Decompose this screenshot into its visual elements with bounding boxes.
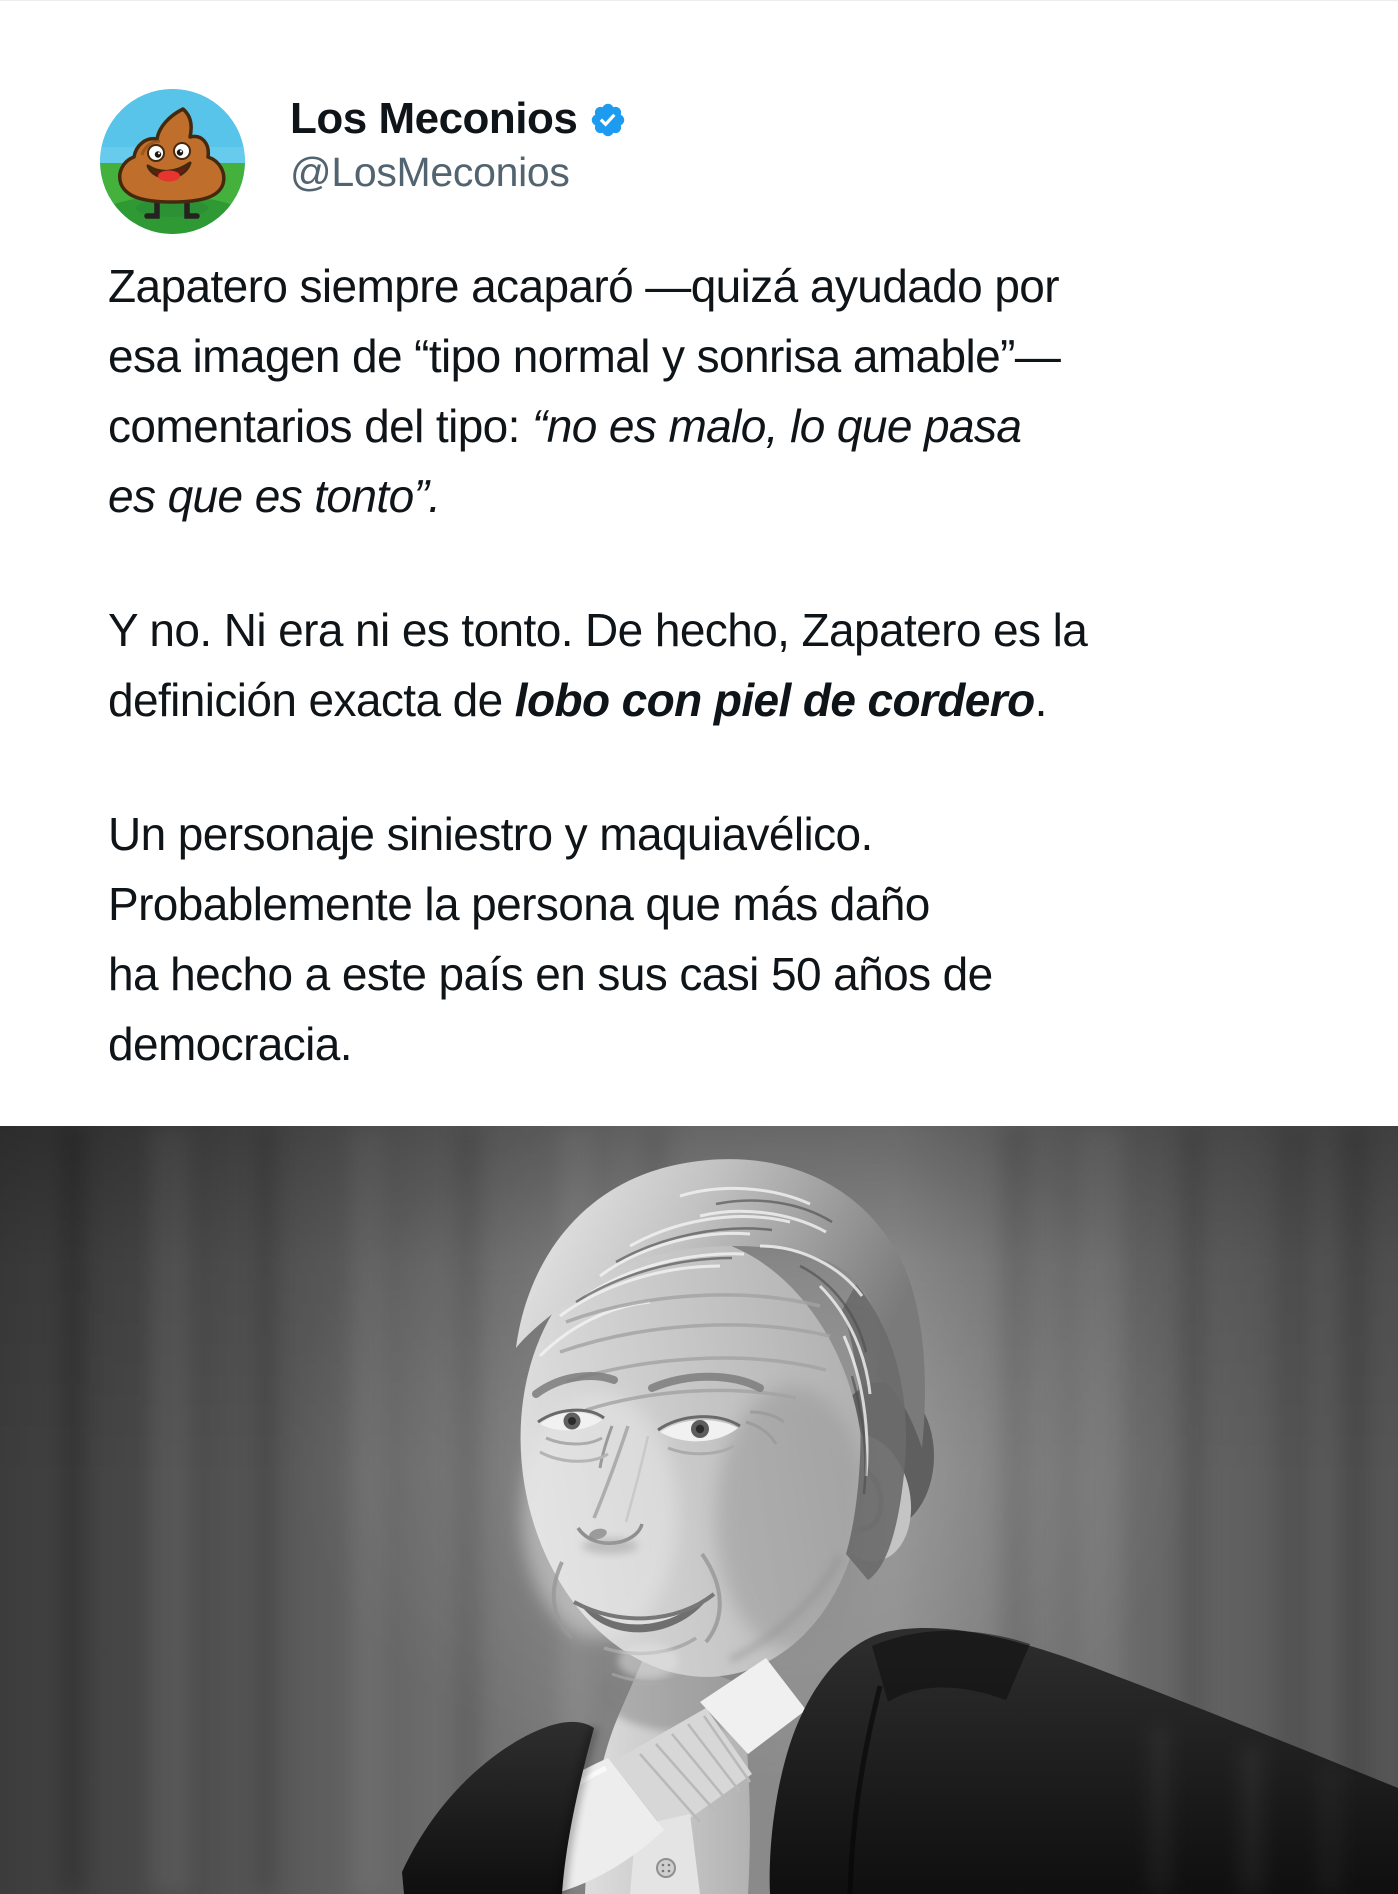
tweet-paragraph [108,595,1338,735]
tweet-text-run: Un personaje siniestro y maquiavélico. [108,808,873,860]
verified-badge-icon[interactable] [589,101,627,139]
tweet-text-run: es que es tonto”. [108,470,441,522]
tweet-photo[interactable] [0,1126,1398,1894]
tweet-paragraph [108,799,1338,1079]
tweet-text-run: democracia. [108,1018,352,1070]
user-header [290,93,627,197]
user-handle: @LosMeconios [290,149,570,195]
tweet-text-run: Y no. Ni era ni es tonto. De hecho, Zapatero es la [108,604,1088,656]
tweet-text-run: . [1034,674,1047,726]
tweet-text-run: esa imagen de “tipo normal y sonrisa amable”— [108,330,1061,382]
display-name[interactable]: Los Meconios [290,94,578,143]
tweet-text-run: comentarios del tipo: [108,400,533,452]
poop-character-avatar-icon [100,89,245,234]
tweet-text-run: Zapatero siempre acaparó —quizá ayudado por [108,260,1060,312]
tweet-text-run: Probablemente la persona que más daño [108,878,930,930]
tweet-text-run: “no es malo, lo que pasa [532,400,1022,452]
tweet-text [108,251,1338,1079]
tweet-text-run: lobo con piel de cordero [514,674,1035,726]
tweet-text-run: ha hecho a este país en sus casi 50 años de [108,948,993,1000]
tweet-paragraph [108,251,1338,531]
portrait-photo-illustration [0,1126,1398,1894]
tweet-text-run: definición exacta de [108,674,515,726]
avatar[interactable] [100,89,245,234]
